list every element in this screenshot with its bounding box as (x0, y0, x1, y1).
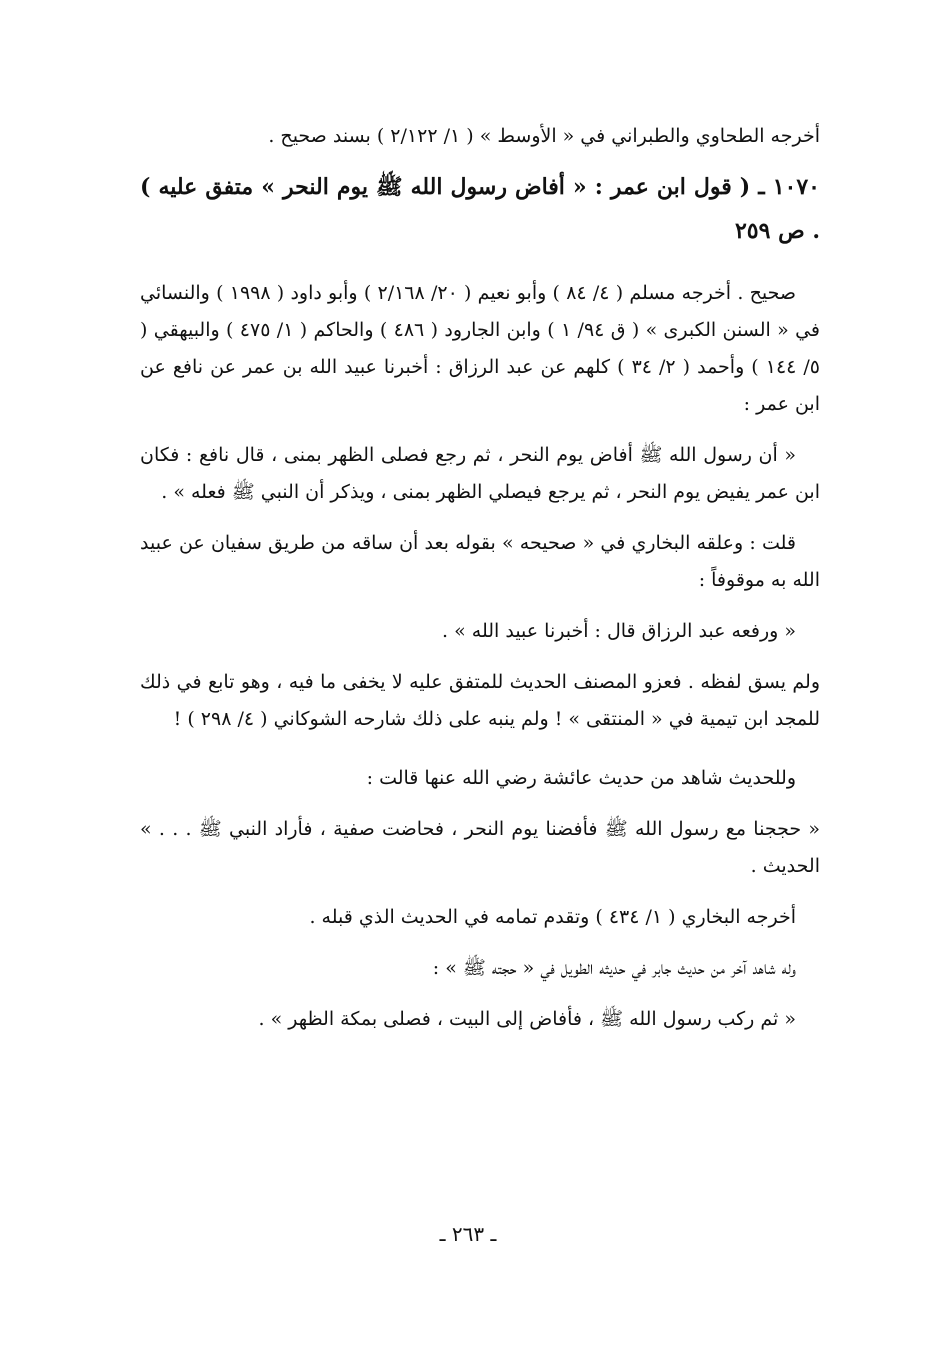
paragraph-critique: ولم يسق لفظه . فعزو المصنف الحديث للمتفق عليه لا يخفى ما فيه ، وهو تابع في ذلك للمجد ابن تيمية في « المنتقى » ! ولم ينبه على ذلك شارحه الشوكاني ( ٤/ ٢٩٨ ) ! (140, 671, 820, 730)
paragraph-sahih-muslim: صحيح . أخرجه مسلم ( ٤/ ٨٤ ) وأبو نعيم ( ٢٠/ ٢/١٦٨ ) وأبو داود ( ١٩٩٨ ) والنسائي في « السنن الكبرى » ( ق ٩٤/ ١ ) وابن الجارود ( ٤٨٦ ) والحاكم ( ١/ ٤٧٥ ) والبيهقي ( ٥/ ١٤٤ ) وأحمد ( ٢/ ٣٤ ) كلهم عن عبد الرزاق : أخبرنا عبيد الله بن عمر عن نافع عن ابن عمر : (140, 282, 821, 415)
paragraph-hadith-text: « أن رسول الله ﷺ أفاض يوم النحر ، ثم رجع فصلى الظهر بمنى ، قال نافع : فكان ابن عمر يفيض يوم النحر ، ثم يرجع فيصلي الظهر بمنى ، ويذكر أن النبي ﷺ فعله » . (140, 444, 820, 503)
page-number: ـ ٢٦٣ ـ (439, 1222, 497, 1246)
paragraph-aisha-text: « حججنا مع رسول الله ﷺ فأفضنا يوم النحر ، فحاضت صفية ، فأراد النبي ﷺ . . . » الحديث . (140, 818, 820, 877)
paragraph-takhrij-tahawi: أخرجه الطحاوي والطبراني في « الأوسط » ( ١/ ٢/١٢٢ ) بسند صحيح . (268, 125, 820, 147)
paragraph-jabir-witness: وله شاهد آخر من حديث جابر في حديثه الطويل في « حجته ﷺ » : (432, 957, 796, 979)
paragraph-abdurrazzaq-quote: « ورفعه عبد الرزاق قال : أخبرنا عبيد الله » . (442, 620, 796, 642)
hadith-heading-1070: ١٠٧٠ ـ ( قول ابن عمر : « أفاض رسول الله ﷺ يوم النحر » متفق عليه ) . ص ٢٥٩ (140, 174, 820, 244)
paragraph-bukhari-ref: أخرجه البخاري ( ١/ ٤٣٤ ) وتقدم تمامه في الحديث الذي قبله . (309, 906, 796, 928)
paragraph-bukhari-taliq: قلت : وعلقه البخاري في « صحيحه » بقوله بعد أن ساقه من طريق سفيان عن عبيد الله به موقوفاً : (140, 532, 820, 591)
paragraph-jabir-text: « ثم ركب رسول الله ﷺ ، فأفاض إلى البيت ، فصلى بمكة الظهر » . (258, 1008, 796, 1030)
page-body (140, 118, 820, 1038)
paragraph-aisha-witness: وللحديث شاهد من حديث عائشة رضي الله عنها قالت : (366, 767, 796, 789)
